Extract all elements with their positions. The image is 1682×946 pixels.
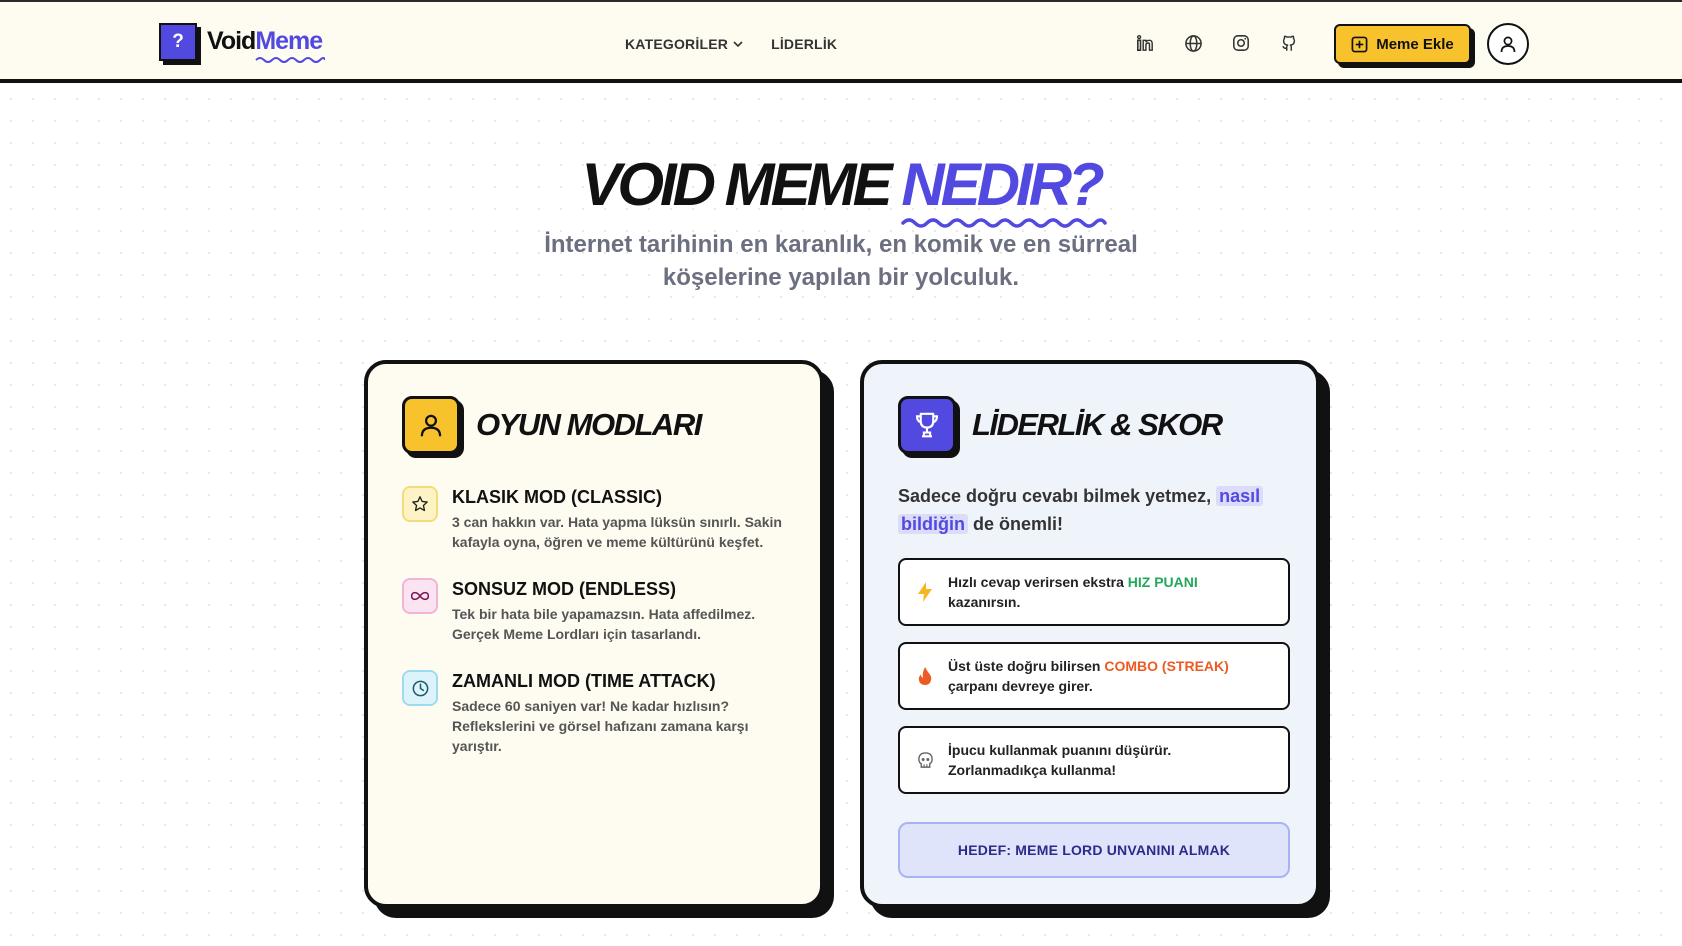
game-modes-badge	[402, 396, 460, 454]
nav-categories-label: KATEGORİLER	[625, 36, 729, 52]
add-meme-label: Meme Ekle	[1376, 35, 1454, 53]
user-icon	[1498, 34, 1518, 54]
rule-speed-pre: Hızlı cevap verirsen ekstra	[948, 574, 1128, 590]
mode-classic	[402, 486, 792, 552]
rule-hint-line-2: Zorlanmadıkça kullanma!	[948, 762, 1117, 778]
intro-highlight-how: nasıl	[1216, 486, 1263, 506]
game-modes-card	[364, 360, 824, 908]
flame-icon	[914, 665, 936, 687]
mode-time-attack-desc: Sadece 60 saniyen var! Ne kadar hızlısın? Reflekslerini ve görsel hafızanı zamana karşı yarıştır.	[452, 698, 749, 754]
mode-time-attack	[402, 670, 792, 756]
mode-time-attack-body	[452, 670, 792, 756]
mode-endless-desc: Tek bir hata bile yapamazsın. Hata affedilmez. Gerçek Meme Lordları için tasarlandı.	[452, 606, 756, 642]
top-navbar	[0, 2, 1682, 83]
rule-combo-text	[948, 656, 1229, 696]
hero-title-main: VOID MEME	[581, 151, 902, 218]
rule-speed-bonus	[898, 558, 1290, 626]
mode-classic-body	[452, 486, 792, 552]
logo-text-meme	[255, 27, 322, 55]
plus-square-icon	[1351, 36, 1368, 53]
rule-hint-text	[948, 740, 1171, 780]
mode-endless-title: SONSUZ MOD (ENDLESS)	[452, 579, 677, 599]
hero-title-accent-text: NEDIR?	[901, 151, 1101, 218]
instagram-icon[interactable]	[1230, 32, 1252, 54]
logo[interactable]	[159, 23, 322, 61]
rule-speed-highlight: HIZ PUANI	[1127, 574, 1198, 590]
mode-classic-desc: 3 can hakkın var. Hata yapma lüksün sınırlı. Sakin kafayla oyna, öğren ve meme kültürünü keşfet.	[452, 514, 782, 550]
rule-combo-pre: Üst üste doğru bilirsen	[948, 658, 1105, 674]
goal-banner: HEDEF: MEME LORD UNVANINI ALMAK	[898, 822, 1290, 878]
logo-mark: ?	[159, 23, 197, 61]
rule-hint-line-1: İpucu kullanmak puanını düşürür.	[948, 742, 1172, 758]
leaderboard-score-card	[860, 360, 1320, 908]
star-icon	[402, 486, 438, 522]
game-modes-title: OYUN MODLARI	[476, 407, 701, 442]
intro-text-a: Sadece doğru cevabı bilmek yetmez,	[898, 486, 1217, 506]
hero-title	[0, 150, 1682, 219]
logo-underline-wave	[255, 56, 325, 64]
rule-combo-post: çarpanı devreye girer.	[948, 678, 1093, 694]
rule-hint-penalty	[898, 726, 1290, 794]
nav-categories[interactable]	[625, 36, 743, 52]
hero-subtitle	[491, 228, 1191, 294]
logo-text-meme-label: Meme	[255, 26, 323, 55]
intro-text-d: de önemli!	[967, 514, 1063, 534]
mode-classic-title: KLASIK MOD (CLASSIC)	[452, 487, 662, 507]
leaderboard-title: LİDERLİK & SKOR	[972, 407, 1222, 442]
lightning-icon	[914, 581, 936, 603]
rule-combo-highlight: COMBO (STREAK)	[1104, 658, 1229, 674]
hero-subtitle-line-1: İnternet tarihinin en karanlık, en komik ve en sürreal	[544, 231, 1138, 258]
user-icon	[417, 411, 445, 439]
user-avatar-button[interactable]	[1487, 23, 1529, 65]
chevron-down-icon	[733, 41, 743, 47]
main-nav	[625, 36, 837, 52]
trophy-icon	[912, 410, 942, 440]
linkedin-icon[interactable]	[1134, 32, 1156, 54]
rule-speed-text	[948, 572, 1198, 612]
infinity-icon	[402, 578, 438, 614]
intro-highlight-knew: bildiğin	[898, 514, 968, 534]
logo-text-void: Void	[207, 26, 256, 55]
hero-title-accent	[901, 151, 1100, 218]
nav-leaderboard[interactable]	[771, 36, 837, 52]
rule-combo-streak	[898, 642, 1290, 710]
leaderboard-header	[898, 396, 1222, 454]
skull-icon	[914, 749, 936, 771]
logo-text	[207, 27, 322, 56]
leaderboard-intro	[898, 482, 1288, 538]
hero-subtitle-line-2: köşelerine yapılan bir yolculuk.	[662, 264, 1020, 291]
game-modes-header	[402, 396, 701, 454]
mode-endless-body	[452, 578, 792, 644]
leaderboard-badge	[898, 396, 956, 454]
social-links	[1134, 32, 1300, 54]
add-meme-button[interactable]	[1334, 24, 1471, 64]
mode-time-attack-title: ZAMANLI MOD (TIME ATTACK)	[452, 671, 716, 691]
mode-endless	[402, 578, 792, 644]
globe-icon[interactable]	[1182, 32, 1204, 54]
github-icon[interactable]	[1278, 32, 1300, 54]
nav-leaderboard-label: LİDERLİK	[771, 36, 838, 52]
clock-icon	[402, 670, 438, 706]
rule-speed-post: kazanırsın.	[948, 594, 1021, 610]
